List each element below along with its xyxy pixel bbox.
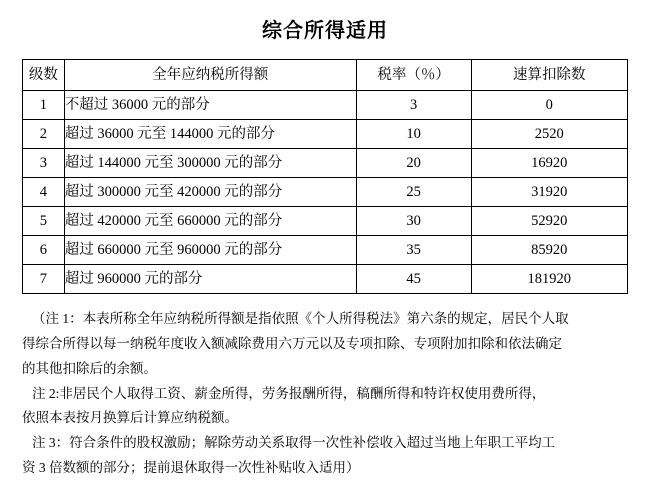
column-header-taxable-income: 全年应纳税所得额 [64,60,356,91]
table-header-row [23,60,628,91]
cell-range: 超过 36000 元至 144000 元的部分 [64,120,356,149]
cell-level: 3 [23,149,65,178]
cell-level: 4 [23,178,65,207]
cell-rate: 3 [356,91,471,120]
cell-deduction: 31920 [471,178,627,207]
table-row [23,207,628,236]
cell-deduction: 2520 [471,120,627,149]
cell-level: 6 [23,236,65,265]
cell-level: 2 [23,120,65,149]
column-header-level: 级数 [23,60,65,91]
tax-table-container [0,59,650,294]
cell-rate: 35 [356,236,471,265]
cell-range: 超过 300000 元至 420000 元的部分 [64,178,356,207]
cell-rate: 25 [356,178,471,207]
table-header [23,60,628,91]
document-page [0,14,650,499]
cell-range: 超过 144000 元至 300000 元的部分 [64,149,356,178]
footnote-line: 资 3 倍数额的部分；提前退休取得一次性补贴收入适用） [22,460,360,476]
cell-level: 7 [23,265,65,294]
footnote-line: 的其他扣除后的余额。 [22,360,157,376]
cell-rate: 30 [356,207,471,236]
footnote-line: （注 1：本表所称全年应纳税所得额是指依照《个人所得税法》第六条的规定，居民个人取 [32,311,569,326]
table-row [23,149,628,178]
cell-rate: 20 [356,149,471,178]
cell-deduction: 0 [471,91,627,120]
cell-deduction: 16920 [471,149,627,178]
tax-rate-table [22,59,628,294]
table-row [23,265,628,294]
cell-rate: 10 [356,120,471,149]
cell-deduction: 181920 [471,265,627,294]
cell-level: 5 [23,207,65,236]
footnote-line: 注 2:非居民个人取得工资、薪金所得，劳务报酬所得，稿酬所得和特许权使用费所得， [32,385,546,401]
table-row [23,178,628,207]
table-row [23,120,628,149]
table-row [23,91,628,120]
cell-range: 超过 420000 元至 660000 元的部分 [64,207,356,236]
footnote-line: 得综合所得以每一纳税年度收入额减除费用六万元以及专项扣除、专项附加扣除和依法确定 [22,335,562,351]
cell-range: 超过 960000 元的部分 [64,265,356,294]
table-row [23,236,628,265]
column-header-quick-deduction: 速算扣除数 [471,60,627,91]
footnote-line: 注 3：符合条件的股权激励；解除劳动关系取得一次性补偿收入超过当地上年职工平均工 [32,435,556,451]
footnotes [0,294,650,479]
cell-deduction: 85920 [471,236,627,265]
page-title: 综合所得适用 [262,20,388,42]
footnote-line: 依照本表按月换算后计算应纳税额。 [22,410,238,426]
column-header-rate: 税率（％） [356,60,471,91]
cell-rate: 45 [356,265,471,294]
cell-deduction: 52920 [471,207,627,236]
cell-range: 超过 660000 元至 960000 元的部分 [64,236,356,265]
table-body [23,91,628,294]
cell-range: 不超过 36000 元的部分 [64,91,356,120]
cell-level: 1 [23,91,65,120]
